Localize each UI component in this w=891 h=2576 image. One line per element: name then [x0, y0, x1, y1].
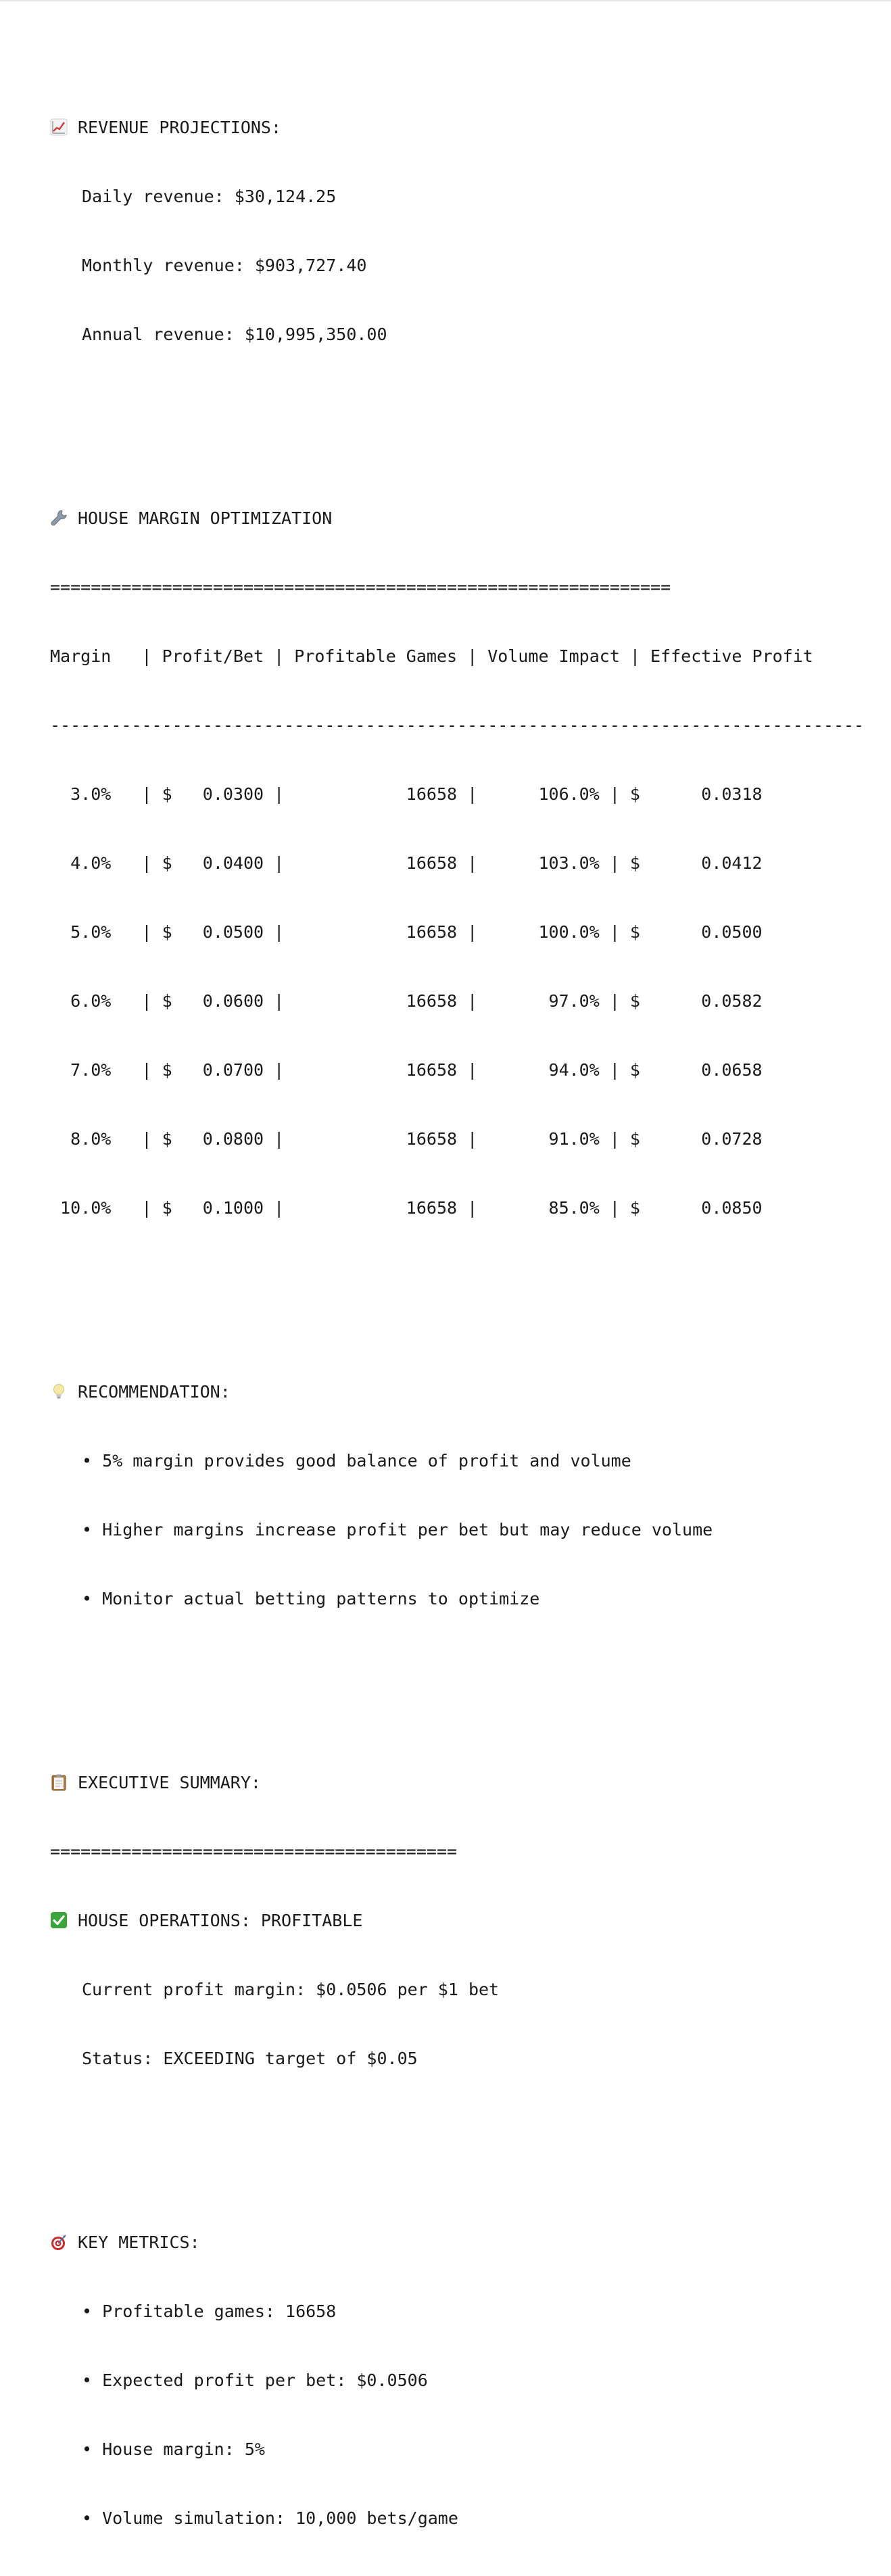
- chart-increasing-icon: [50, 118, 69, 137]
- recommendation-heading: RECOMMENDATION:: [78, 1382, 231, 1402]
- metric-item: • House margin: 5%: [82, 2439, 265, 2459]
- operations-status-line: [50, 1909, 882, 1932]
- metrics-heading: KEY METRICS:: [78, 2233, 200, 2252]
- operations-status: HOUSE OPERATIONS: PROFITABLE: [78, 1911, 363, 1930]
- console-output: [50, 24, 882, 2576]
- table-row: 8.0% | $ 0.0800 | 16658 | 91.0% | $ 0.0728: [50, 1129, 763, 1149]
- annual-revenue: Annual revenue: $10,995,350.00: [82, 325, 387, 344]
- metrics-heading-line: [50, 2231, 882, 2254]
- optimization-rule-top: =============================================================: [50, 577, 671, 597]
- clipboard-icon: [50, 1773, 69, 1792]
- optimization-heading-line: [50, 507, 882, 530]
- recommendation-item: • 5% margin provides good balance of profit and volume: [82, 1451, 631, 1471]
- table-row: 7.0% | $ 0.0700 | 16658 | 94.0% | $ 0.0658: [50, 1060, 763, 1080]
- table-row: 3.0% | $ 0.0300 | 16658 | 106.0% | $ 0.0318: [50, 784, 763, 804]
- light-bulb-icon: [50, 1383, 69, 1402]
- recommendation-item: • Higher margins increase profit per bet but may reduce volume: [82, 1520, 713, 1540]
- recommendation-heading-line: [50, 1381, 882, 1404]
- table-row: 10.0% | $ 0.1000 | 16658 | 85.0% | $ 0.0850: [50, 1198, 763, 1218]
- top-divider: [0, 0, 891, 1]
- revenue-heading-line: [50, 116, 882, 139]
- metric-item: • Profitable games: 16658: [82, 2301, 337, 2321]
- daily-revenue: Daily revenue: $30,124.25: [82, 187, 337, 206]
- table-rule: --------------------------------------------------------------------------------: [50, 715, 865, 735]
- check-mark-icon: [50, 1911, 69, 1930]
- table-header: Margin | Profit/Bet | Profitable Games | Volume Impact | Effective Profit: [50, 646, 813, 666]
- metric-item: • Volume simulation: 10,000 bets/game: [82, 2508, 458, 2528]
- target-icon: [50, 2233, 69, 2252]
- recommendation-item: • Monitor actual betting patterns to optimize: [82, 1589, 540, 1608]
- current-profit-margin: Current profit margin: $0.0506 per $1 bet: [82, 1980, 500, 1999]
- revenue-heading: REVENUE PROJECTIONS:: [78, 118, 282, 137]
- status-text: Status: EXCEEDING target of $0.05: [82, 2049, 418, 2068]
- table-row: 5.0% | $ 0.0500 | 16658 | 100.0% | $ 0.0500: [50, 922, 763, 942]
- optimization-heading: HOUSE MARGIN OPTIMIZATION: [78, 508, 333, 528]
- summary-heading-line: [50, 1771, 882, 1794]
- summary-heading: EXECUTIVE SUMMARY:: [78, 1773, 261, 1792]
- monthly-revenue: Monthly revenue: $903,727.40: [82, 256, 367, 275]
- table-row: 4.0% | $ 0.0400 | 16658 | 103.0% | $ 0.0412: [50, 853, 763, 873]
- wrench-icon: [50, 509, 69, 528]
- summary-rule: ========================================: [50, 1842, 458, 1861]
- metric-item: • Expected profit per bet: $0.0506: [82, 2370, 428, 2390]
- table-row: 6.0% | $ 0.0600 | 16658 | 97.0% | $ 0.0582: [50, 991, 763, 1011]
